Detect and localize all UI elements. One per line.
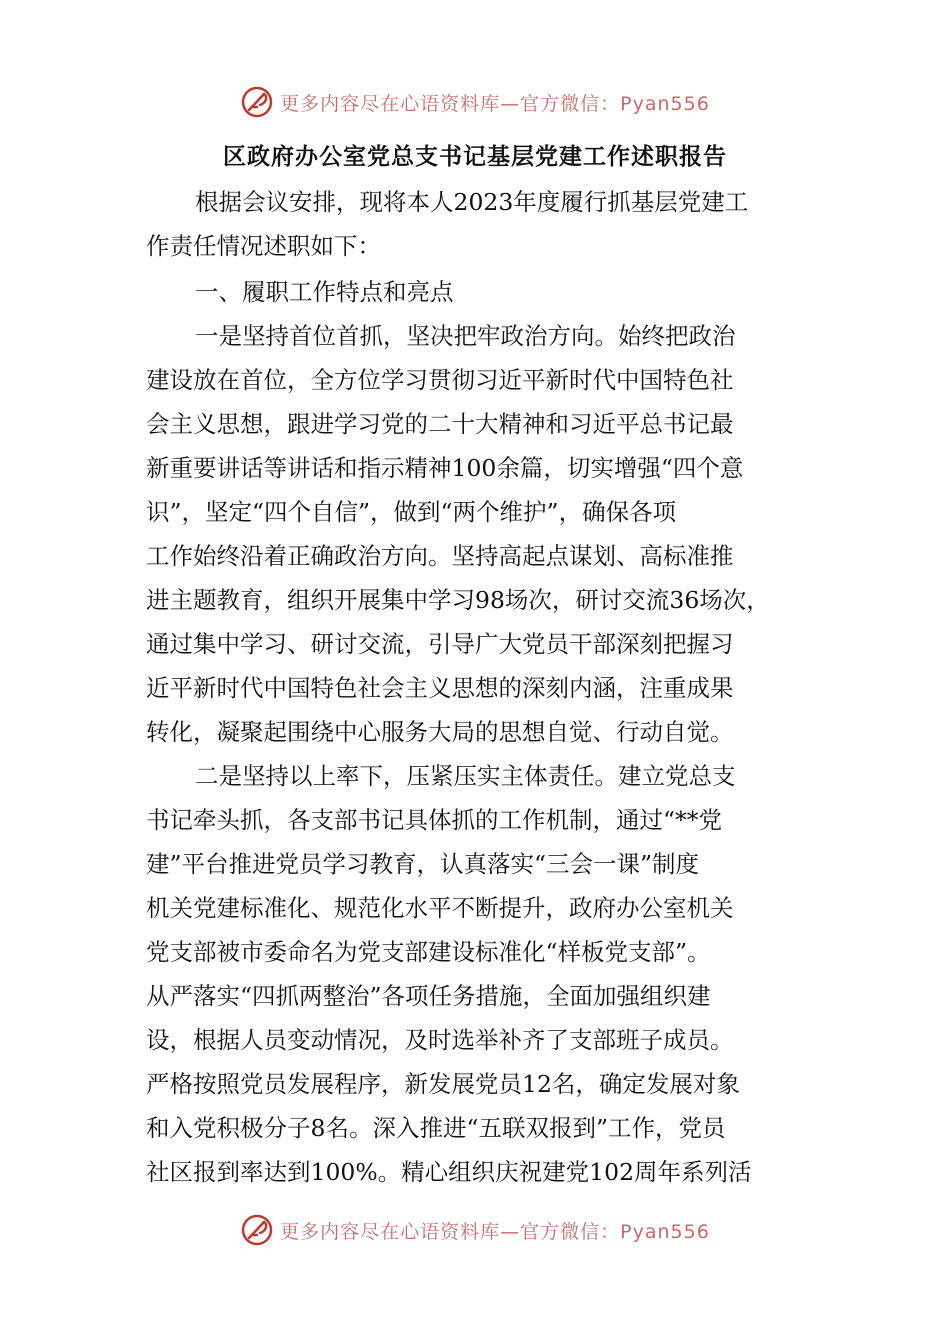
paragraph-line: 书记牵头抓，各支部书记具体抓的工作机制，通过“**党 xyxy=(146,806,723,834)
footer-watermark-banner xyxy=(0,1210,950,1250)
section-heading: 一、履职工作特点和亮点 xyxy=(195,278,454,306)
paragraph-line: 建设放在首位，全方位学习贯彻习近平新时代中国特色社 xyxy=(146,366,734,394)
quill-logo-icon xyxy=(240,85,274,119)
watermark-text: 更多内容尽在心语资料库—官方微信：Pyan556 xyxy=(280,1220,710,1243)
paragraph-line: 新重要讲话等讲话和指示精神100余篇，切实增强“四个意 xyxy=(146,454,744,482)
document-title: 区政府办公室党总支书记基层党建工作述职报告 xyxy=(223,143,727,170)
paragraph-line: 工作始终沿着正确政治方向。坚持高起点谋划、高标准推 xyxy=(146,542,734,570)
paragraph-line: 社区报到率达到100%。精心组织庆祝建党102周年系列活 xyxy=(146,1158,752,1186)
paragraph-line: 通过集中学习、研讨交流，引导广大党员干部深刻把握习 xyxy=(146,630,734,658)
paragraph-line: 党支部被市委命名为党支部建设标准化“样板党支部”。 xyxy=(146,938,711,966)
paragraph-line: 严格按照党员发展程序，新发展党员12名，确定发展对象 xyxy=(146,1070,740,1098)
quill-logo-icon xyxy=(240,1213,274,1247)
paragraph-line: 从严落实“四抓两整治”各项任务措施，全面加强组织建 xyxy=(146,982,711,1010)
paragraph-line: 一是坚持首位首抓，坚决把牢政治方向。始终把政治 xyxy=(195,322,736,350)
paragraph-line: 和入党积极分子8名。深入推进“五联双报到”工作，党员 xyxy=(146,1114,726,1142)
paragraph-line: 作责任情况述职如下： xyxy=(146,232,381,260)
header-watermark-banner xyxy=(0,82,950,122)
paragraph-line: 进主题教育，组织开展集中学习98场次，研讨交流36场次， xyxy=(146,586,770,614)
paragraph-line: 会主义思想，跟进学习党的二十大精神和习近平总书记最 xyxy=(146,410,734,438)
paragraph-line: 二是坚持以上率下，压紧压实主体责任。建立党总支 xyxy=(195,762,736,790)
paragraph-line: 根据会议安排，现将本人2023年度履行抓基层党建工 xyxy=(195,188,749,216)
paragraph-line: 建”平台推进党员学习教育，认真落实“三会一课”制度 xyxy=(146,850,700,878)
paragraph-line: 识”，坚定“四个自信”，做到“两个维护”，确保各项 xyxy=(146,498,677,526)
paragraph-line: 机关党建标准化、规范化水平不断提升，政府办公室机关 xyxy=(146,894,734,922)
watermark-text: 更多内容尽在心语资料库—官方微信：Pyan556 xyxy=(280,92,710,115)
paragraph-line: 近平新时代中国特色社会主义思想的深刻内涵，注重成果 xyxy=(146,674,734,702)
paragraph-line: 设，根据人员变动情况，及时选举补齐了支部班子成员。 xyxy=(146,1026,734,1054)
paragraph-line: 转化，凝聚起围绕中心服务大局的思想自觉、行动自觉。 xyxy=(146,718,734,746)
